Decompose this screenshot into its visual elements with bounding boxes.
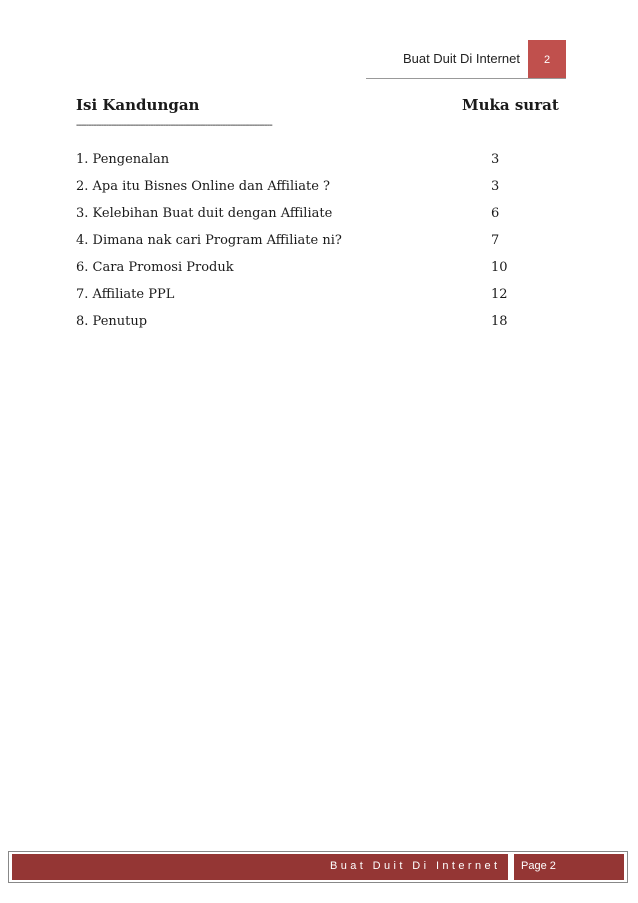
toc-dash-rule: ------------------------------------------------------------------------------- <box>76 120 272 131</box>
toc-entry-page: 6 <box>491 206 500 221</box>
toc-entry-page: 3 <box>491 152 500 167</box>
toc-row <box>76 173 536 200</box>
toc-row <box>76 200 536 227</box>
toc-entry-label: 6. Cara Promosi Produk <box>76 260 234 275</box>
toc-row <box>76 146 536 173</box>
toc-heading: Isi Kandungan <box>76 96 200 114</box>
footer-divider <box>508 854 514 880</box>
toc-entry-page: 18 <box>491 314 508 329</box>
toc-entry-label: 8. Penutup <box>76 314 148 329</box>
header-divider <box>366 78 566 79</box>
footer-page-label: Page 2 <box>521 860 556 872</box>
toc-entry-label: 4. Dimana nak cari Program Affiliate ni? <box>76 233 342 248</box>
header-title: Buat Duit Di Internet <box>402 51 520 66</box>
toc-entry-label: 2. Apa itu Bisnes Online dan Affiliate ? <box>76 179 331 194</box>
toc-entry-page: 12 <box>491 287 508 302</box>
toc-row <box>76 281 536 308</box>
toc-entry-page: 3 <box>491 179 500 194</box>
toc-row <box>76 254 536 281</box>
toc-entry-label: 3. Kelebihan Buat duit dengan Affiliate <box>76 206 333 221</box>
toc-list <box>76 146 536 335</box>
toc-row <box>76 308 536 335</box>
toc-entry-page: 7 <box>491 233 500 248</box>
toc-page-heading: Muka surat <box>462 96 559 114</box>
toc-row <box>76 227 536 254</box>
header-page-number: 2 <box>543 53 551 66</box>
toc-entry-label: 7. Affiliate PPL <box>76 287 175 302</box>
toc-entry-page: 10 <box>491 260 508 275</box>
toc-entry-label: 1. Pengenalan <box>76 152 170 167</box>
footer-title: Buat Duit Di Internet <box>330 860 501 872</box>
header-page-box <box>528 40 566 79</box>
